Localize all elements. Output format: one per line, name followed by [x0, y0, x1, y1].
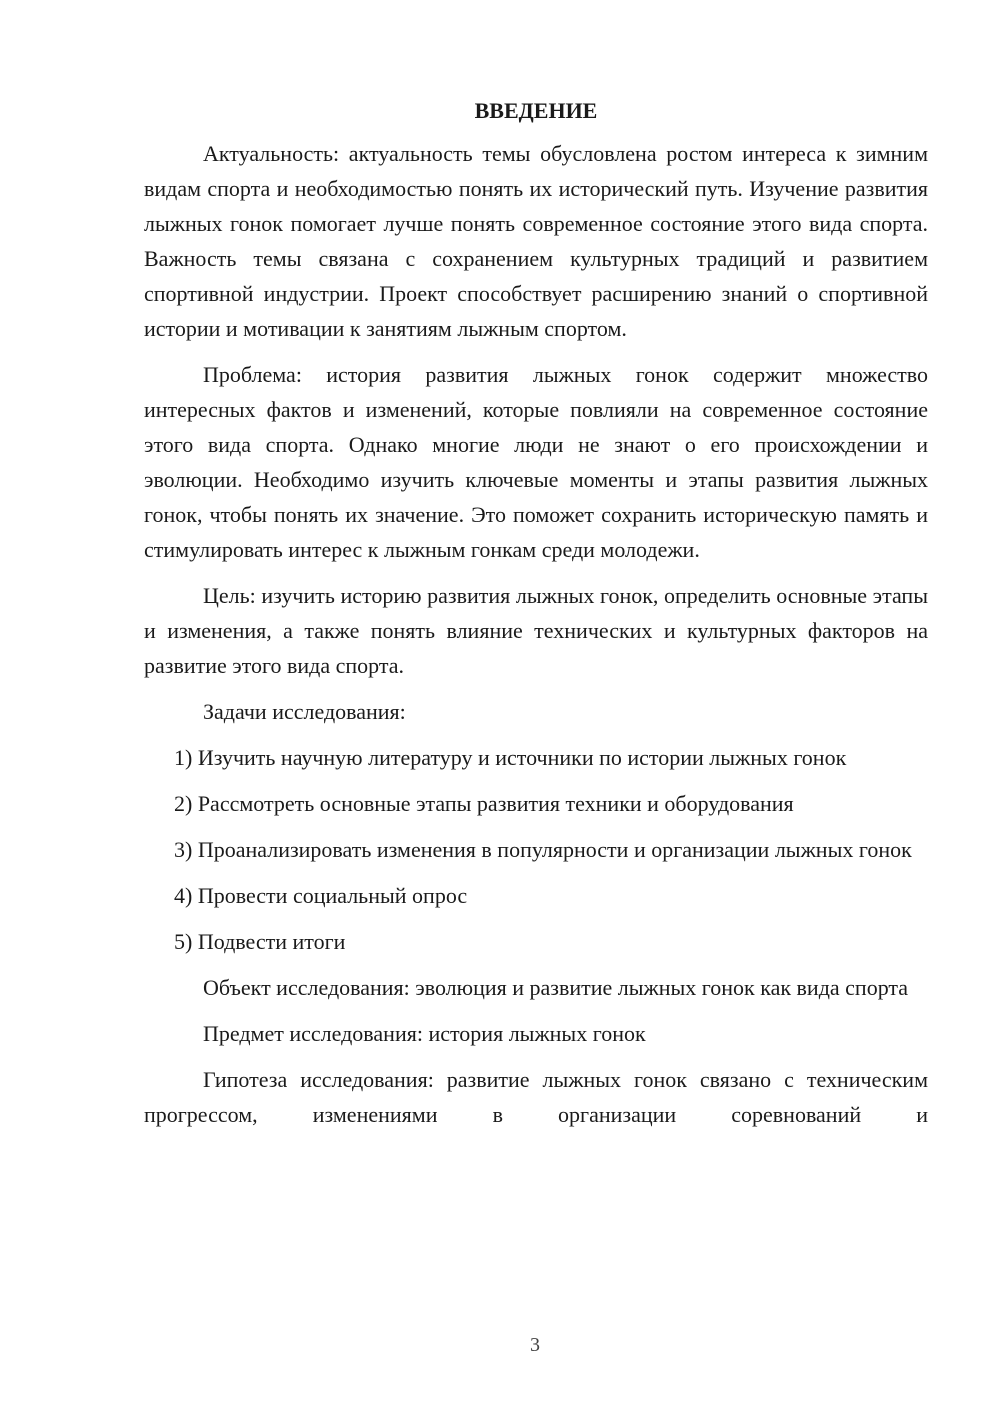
task-item-2: 2) Рассмотреть основные этапы развития техники и оборудования [174, 791, 794, 816]
paragraph-hypothesis: Гипотеза исследования: развитие лыжных гонок связано с техническим прогрессом, изменениями в организации соревнований и [144, 1067, 928, 1127]
task-item-3: 3) Проанализировать изменения в популярности и организации лыжных гонок [174, 837, 912, 862]
tasks-heading: Задачи исследования: [203, 699, 406, 724]
task-item-1: 1) Изучить научную литературу и источники по истории лыжных гонок [174, 745, 847, 770]
paragraph-goal: Цель: изучить историю развития лыжных гонок, определить основные этапы и изменения, а также понять влияние технических и культурных факторов на развитие этого вида спорта. [144, 583, 928, 678]
task-item-4: 4) Провести социальный опрос [174, 883, 468, 908]
paragraph-object: Объект исследования: эволюция и развитие лыжных гонок как вида спорта [203, 975, 909, 1000]
page-number: 3 [530, 1334, 540, 1356]
section-title: ВВЕДЕНИЕ [474, 98, 598, 123]
paragraph-relevance: Актуальность: актуальность темы обусловлена ростом интереса к зимним видам спорта и необходимостью понять их исторический путь. Изучение развития лыжных гонок помогает лучше понять современное состояние этого вида спорта. Важность темы связана с сохранением культурных традиций и развитием спортивной индустрии. Проект способствует расширению знаний о спортивной истории и мотивации к занятиям лыжным спортом. [144, 141, 928, 341]
page-content [144, 96, 928, 1143]
paragraph-subject: Предмет исследования: история лыжных гонок [203, 1021, 646, 1046]
paragraph-problem: Проблема: история развития лыжных гонок содержит множество интересных фактов и изменений, которые повлияли на современное состояние этого вида спорта. Однако многие люди не знают о его происхождении и эволюции. Необходимо изучить ключевые моменты и этапы развития лыжных гонок, чтобы понять их значение. Это поможет сохранить историческую память и стимулировать интерес к лыжным гонкам среди молодежи. [144, 362, 928, 562]
task-item-5: 5) Подвести итоги [174, 929, 346, 954]
